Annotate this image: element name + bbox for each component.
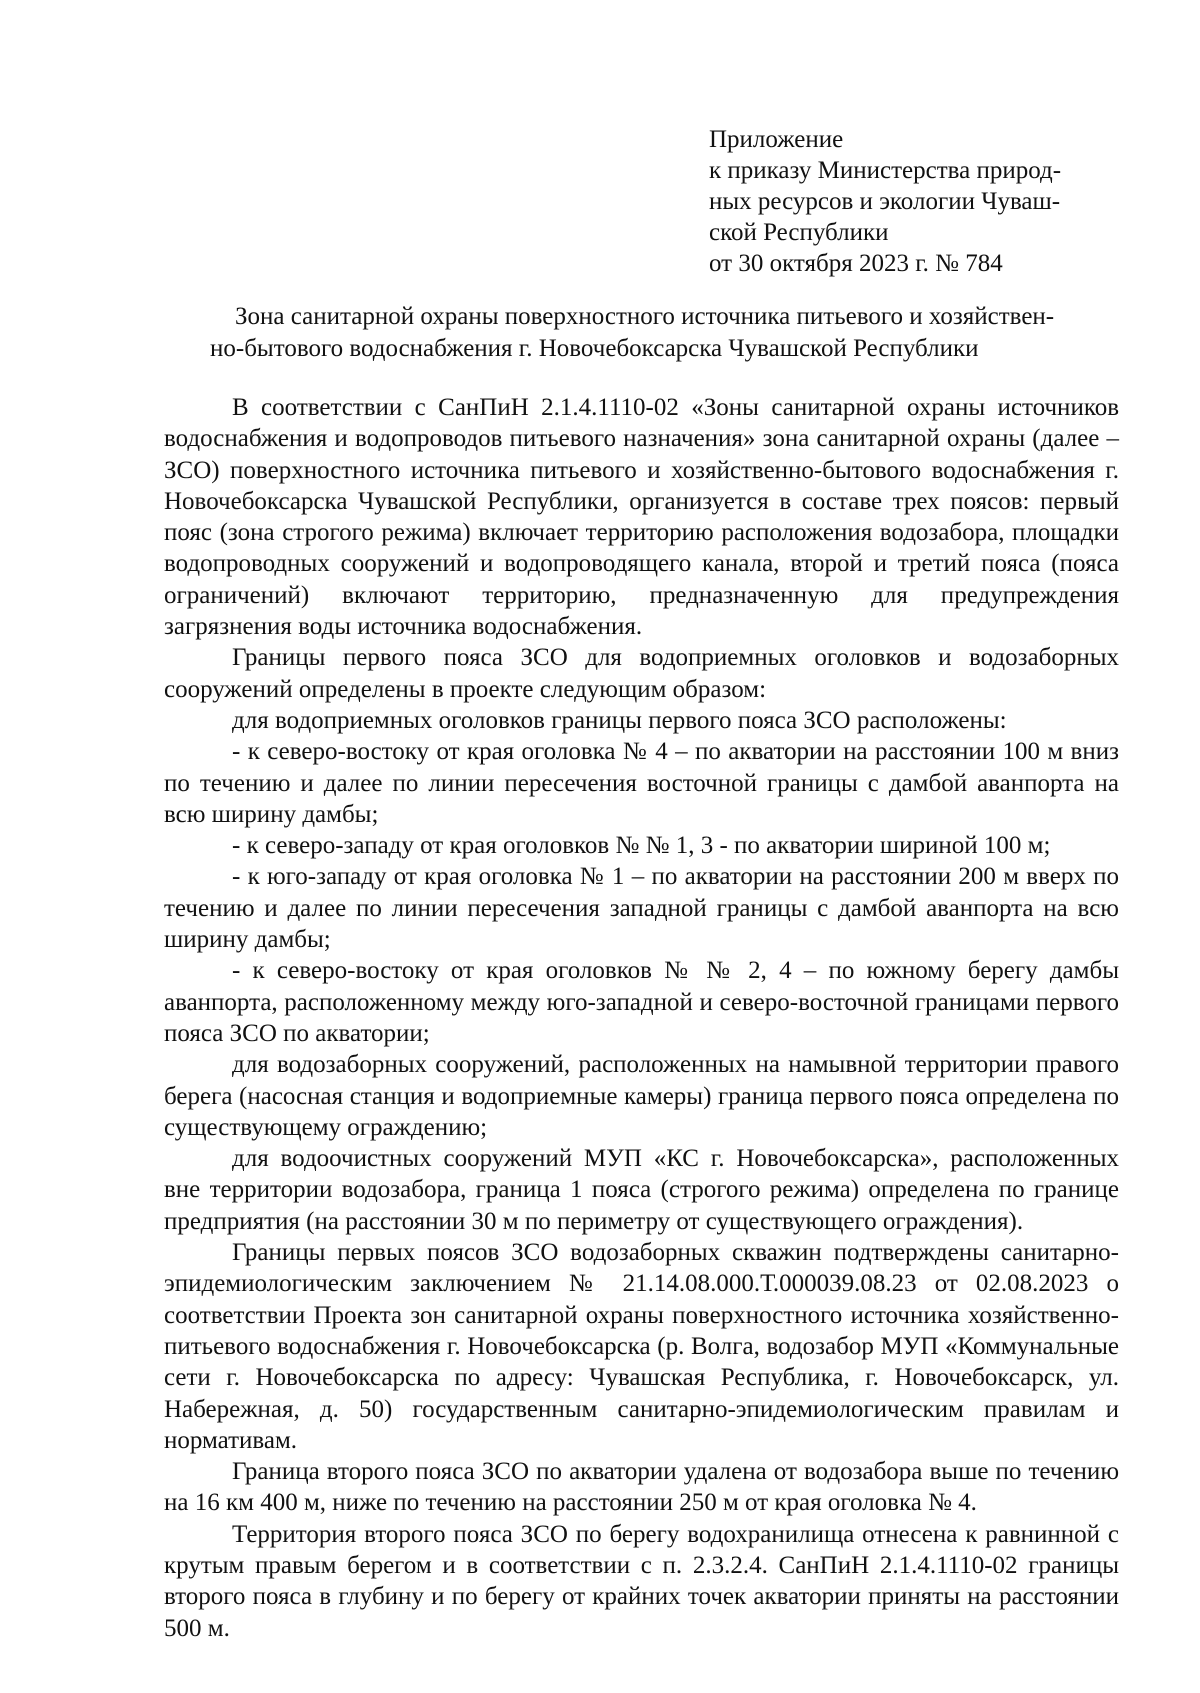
paragraph: Границы первых поясов ЗСО водозаборных скважин подтверждены санитарно-эпидемиологическим заключением № 21.14.08.000.Т.000039.08.23 от 02.08.2023 о соответствии Проекта зон санитарной охраны поверхностного источника хозяйственно-питьевого водоснабжения г. Новочебоксарска (р. Волга, водозабор МУП «Коммунальные сети г. Новочебоксарска по адресу: Чувашская Республика, г. Новочебоксарск, ул. Набережная, д. 50) государственным санитарно-эпидемиологическим правилам и нормативам.: [164, 1239, 1119, 1454]
title-line: но-бытового водоснабжения г. Новочебоксарска Чувашской Республики: [210, 335, 979, 362]
paragraph: - к северо-востоку от края оголовков № № 2, 4 – по южному берегу дамбы аванпорта, расположенному между юго-западной и северо-восточной границами первого пояса ЗСО по акватории;: [164, 957, 1119, 1047]
header-line: к приказу Министерства природ-: [709, 157, 1062, 184]
header-line: ской Республики: [709, 219, 889, 246]
paragraph: для водозаборных сооружений, расположенных на намывной территории правого берега (насосная станция и водоприемные камеры) граница первого пояса определена по существующему ограждению;: [164, 1051, 1119, 1141]
document-body: [164, 392, 1119, 1644]
document-title: [205, 301, 1135, 365]
paragraph: - к северо-западу от края оголовков № № 1, 3 - по акватории шириной 100 м;: [232, 832, 1051, 860]
paragraph: - к юго-западу от края оголовка № 1 – по акватории на расстоянии 200 м вверх по течению и далее по линии пересечения западной границы с дамбой аванпорта на всю ширину дамбы;: [164, 863, 1119, 954]
paragraph: Граница второго пояса ЗСО по акватории удалена от водозабора выше по течению на 16 км 400 м, ниже по течению на расстоянии 250 м от края оголовка № 4.: [164, 1458, 1119, 1517]
paragraph: - к северо-востоку от края оголовка № 4 – по акватории на расстоянии 100 м вниз по течению и далее по линии пересечения восточной границы с дамбой аванпорта на всю ширину дамбы;: [164, 738, 1119, 828]
header-line: ных ресурсов и экологии Чуваш-: [709, 188, 1061, 215]
paragraph: В соответствии с СанПиН 2.1.4.1110-02 «Зоны санитарной охраны источников водоснабжения и водопроводов питьевого назначения» зона санитарной охраны (далее – ЗСО) поверхностного источника питьевого и хозяйственно-бытового водоснабжения г. Новочебоксарска Чувашской Республики, организуется в составе трех поясов: первый пояс (зона строгого режима) включает территорию расположения водозабора, площадки водопроводных сооружений и водопроводящего канала, второй и третий пояса (пояса ограничений) включают территорию, предназначенную для предупреждения загрязнения воды источника водоснабжения.: [164, 394, 1119, 641]
header-line: от 30 октября 2023 г. № 784: [709, 250, 1003, 277]
paragraph: для водоочистных сооружений МУП «КС г. Новочебоксарска», расположенных вне территории водозабора, граница 1 пояса (строгого режима) определена по границе предприятия (на расстоянии 30 м по периметру от существующего ограждения).: [164, 1145, 1119, 1235]
header-line: Приложение: [709, 126, 844, 153]
appendix-header: [709, 124, 1089, 279]
paragraph: для водоприемных оголовков границы первого пояса ЗСО расположены:: [232, 706, 1007, 734]
paragraph: Территория второго пояса ЗСО по берегу водохранилища отнесена к равнинной с крутым правым берегом и в соответствии с п. 2.3.2.4. СанПиН 2.1.4.1110-02 границы второго пояса в глубину и по берегу от крайних точек акватории приняты на расстоянии 500 м.: [164, 1520, 1119, 1642]
paragraph: Границы первого пояса ЗСО для водоприемных оголовков и водозаборных сооружений определены в проекте следующим образом:: [164, 644, 1119, 703]
title-line: Зона санитарной охраны поверхностного источника питьевого и хозяйствен-: [235, 303, 1055, 330]
